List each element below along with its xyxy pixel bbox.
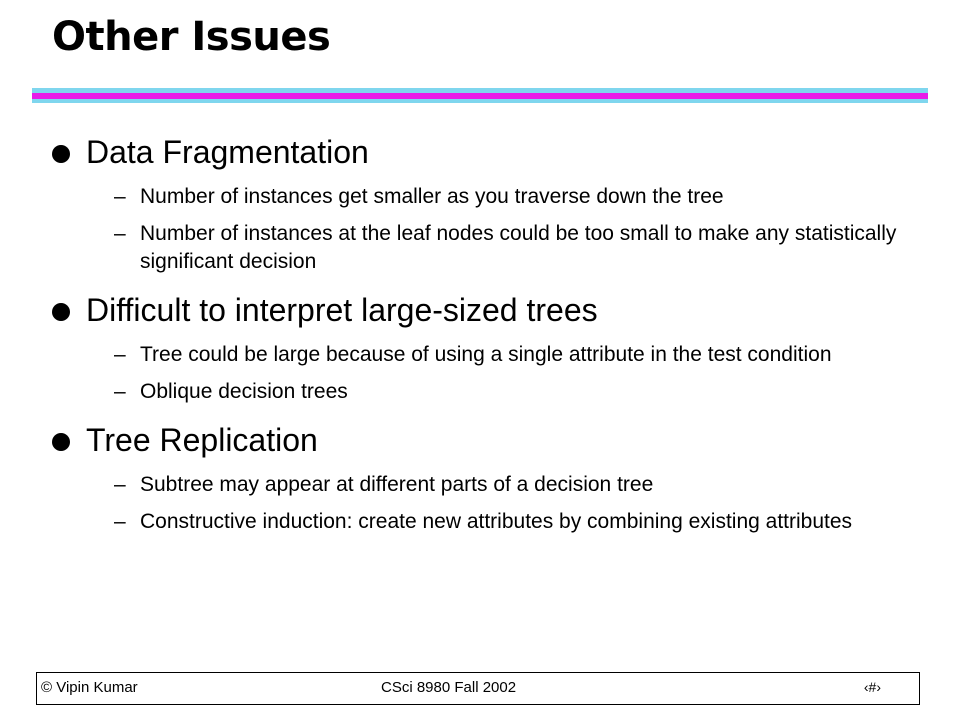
sub-point-text: Constructive induction: create new attributes by combining existing attributes (140, 510, 853, 533)
dash-marker: – (114, 222, 126, 245)
slide-footer (36, 672, 920, 705)
bullet-heading (52, 418, 912, 462)
footer-course: CSci 8980 Fall 2002 (381, 679, 517, 696)
sub-point (52, 471, 900, 499)
sub-point-text: Tree could be large because of using a single attribute in the test condition (140, 343, 832, 366)
bullet-heading (52, 288, 912, 332)
slide-content (52, 126, 912, 548)
sub-point-text: Subtree may appear at different parts of a decision tree (140, 473, 654, 496)
section-data-fragmentation (52, 130, 912, 276)
section-tree-replication (52, 418, 912, 536)
dash-marker: – (114, 185, 126, 208)
sub-point-text: Oblique decision trees (140, 380, 348, 403)
dash-marker: – (114, 510, 126, 533)
section-large-trees (52, 288, 912, 406)
bullet-heading-text: Data Fragmentation (86, 134, 369, 170)
sub-point (52, 220, 900, 276)
bullet-heading-text: Tree Replication (86, 422, 318, 458)
title-rule-bottom (32, 99, 928, 103)
bullet-heading (52, 130, 912, 174)
bullet-dot-icon (52, 145, 70, 163)
footer-page-number: ‹#› (863, 679, 881, 695)
bullet-heading-text: Difficult to interpret large-sized trees (86, 292, 598, 328)
slide-title: Other Issues (52, 14, 331, 60)
sub-point (52, 378, 900, 406)
footer-author: © Vipin Kumar (41, 679, 138, 696)
sub-point (52, 341, 900, 369)
sub-point (52, 183, 900, 211)
bullet-dot-icon (52, 433, 70, 451)
dash-marker: – (114, 343, 126, 366)
dash-marker: – (114, 473, 126, 496)
sub-point-text: Number of instances get smaller as you traverse down the tree (140, 185, 724, 208)
sub-point-text: Number of instances at the leaf nodes could be too small to make any statistically significant decision (140, 222, 897, 273)
dash-marker: – (114, 380, 126, 403)
bullet-dot-icon (52, 303, 70, 321)
sub-point (52, 508, 900, 536)
